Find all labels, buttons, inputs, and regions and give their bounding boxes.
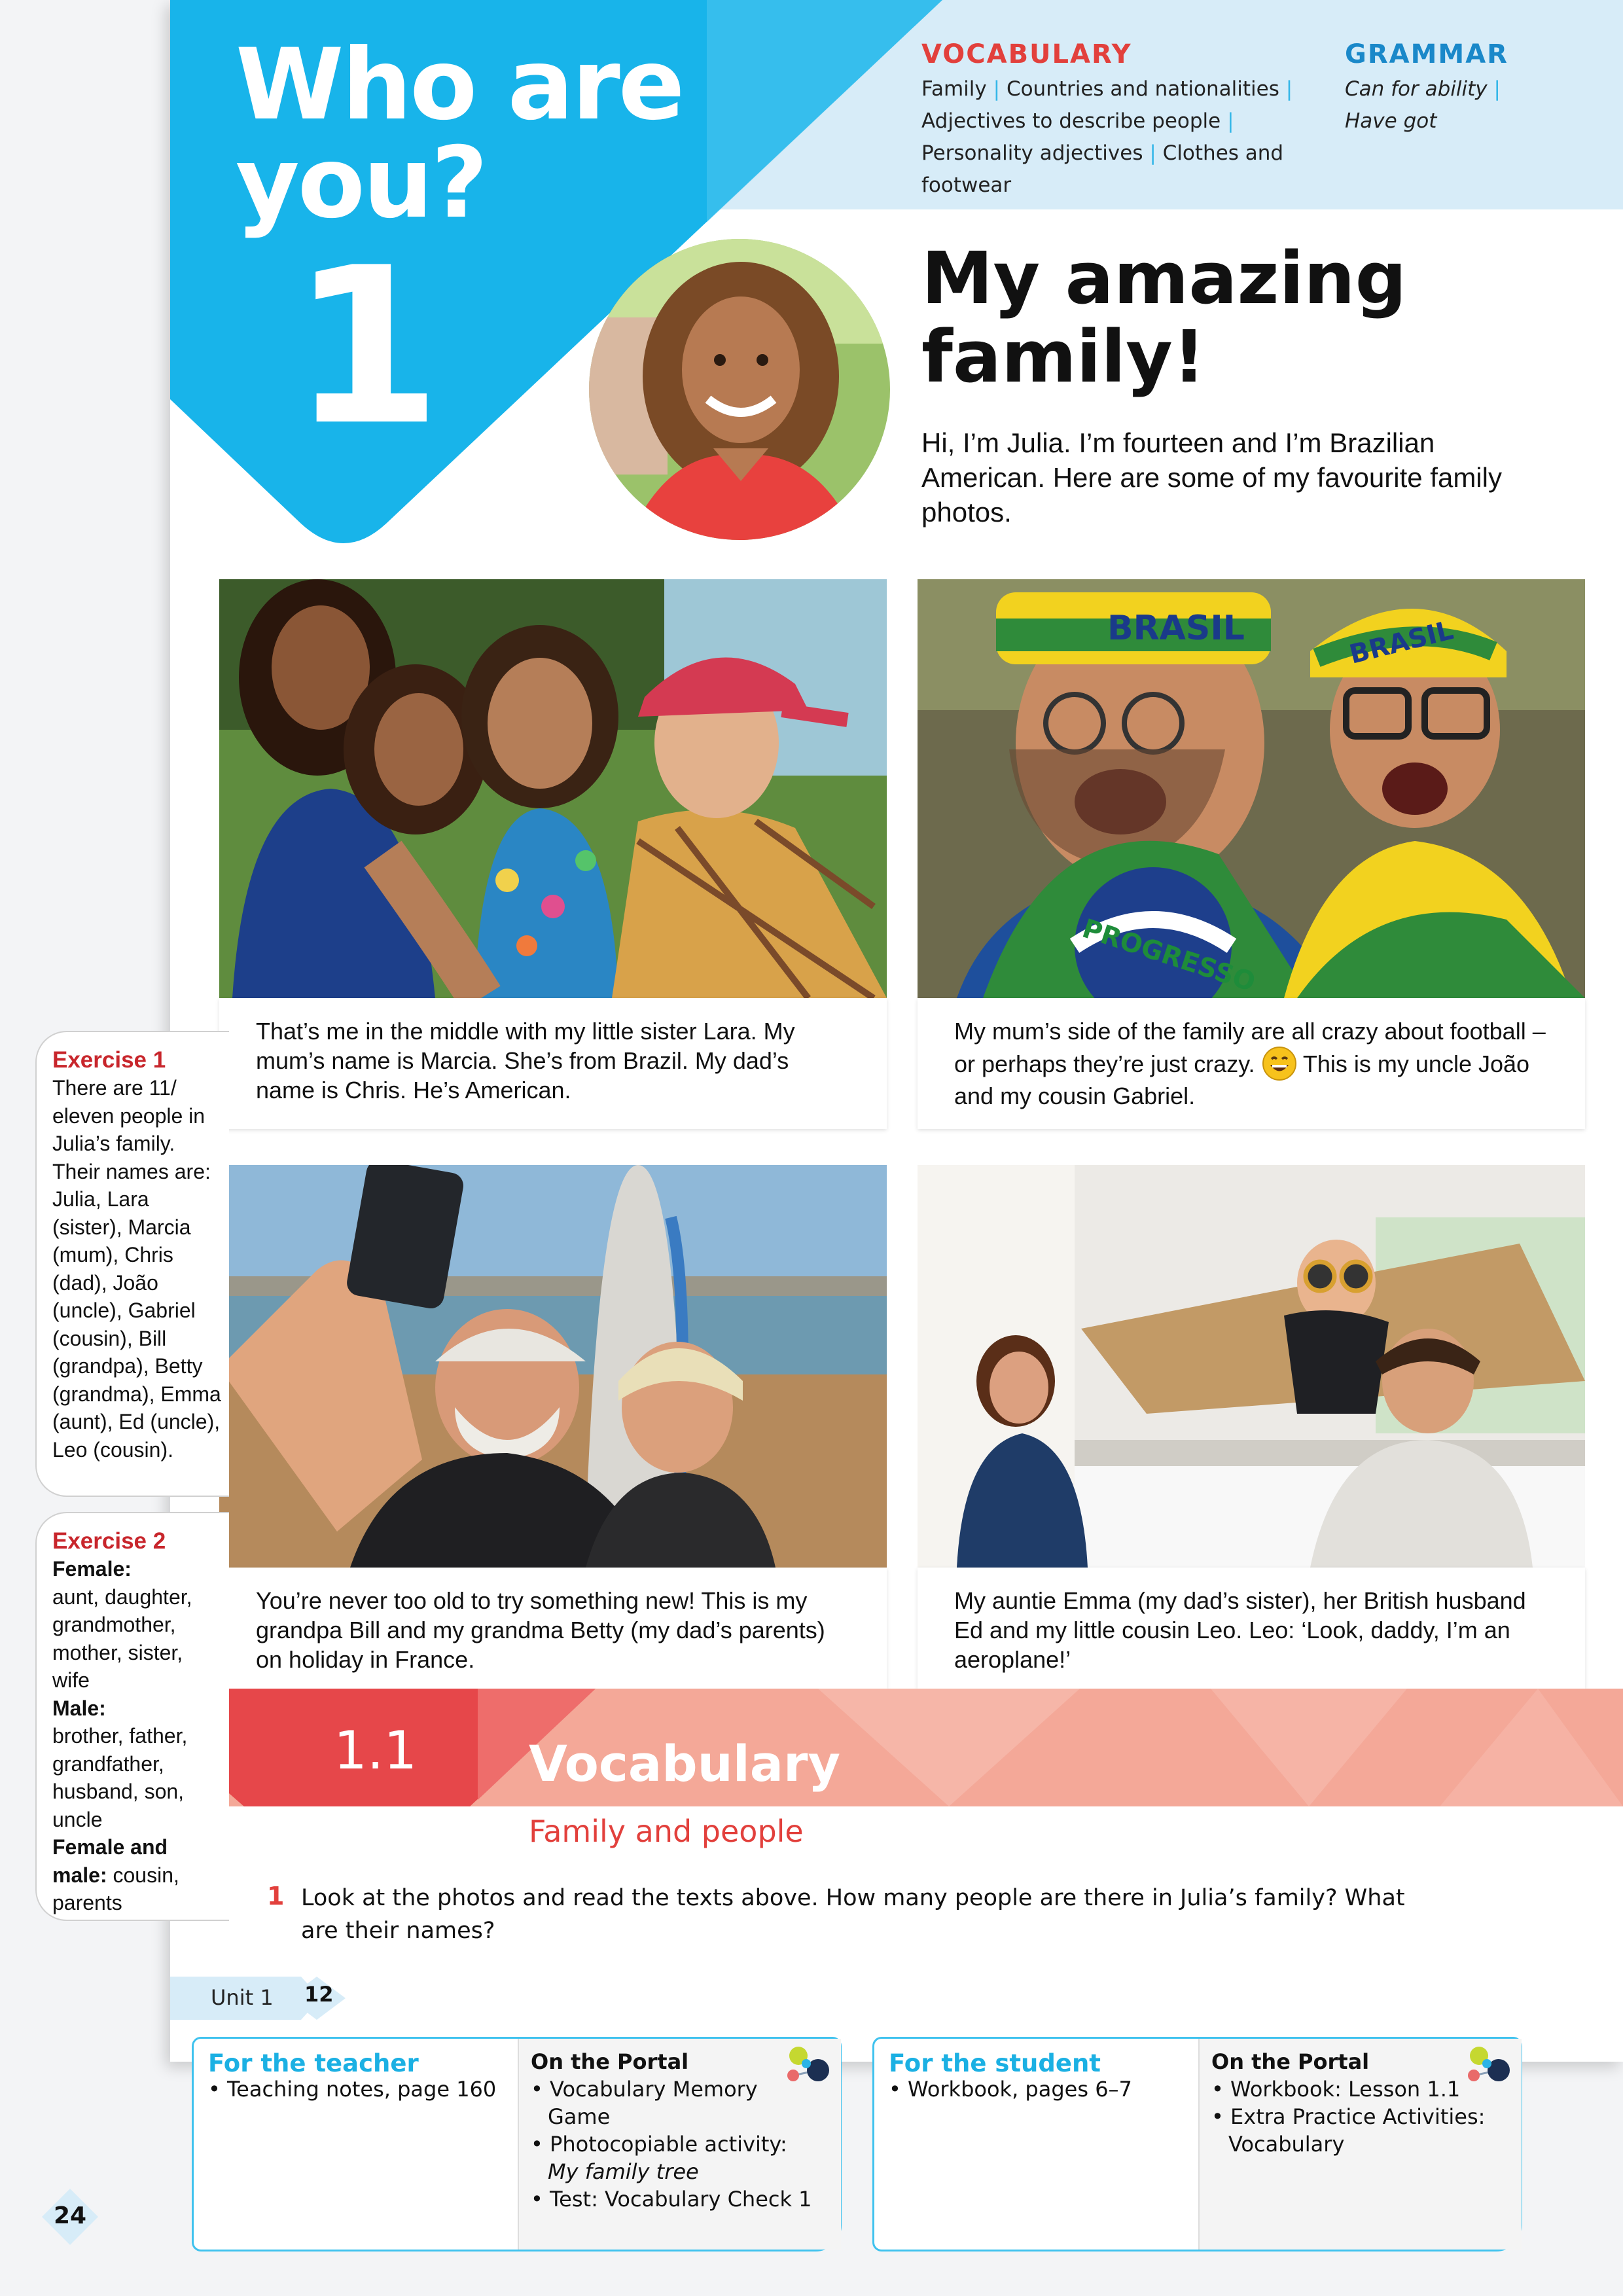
teacher-page-number: 24	[53, 2202, 87, 2229]
football-fans-photo	[918, 579, 1585, 998]
note-text: brother, father, grandfather, husband, son, uncle	[52, 1724, 188, 1831]
vocab-item: Family	[921, 77, 987, 101]
unit-title: Who are you?	[236, 28, 683, 240]
portal-panel	[518, 2039, 841, 2250]
for-the-teacher-box	[192, 2037, 842, 2251]
section-subtitle: Family and people	[529, 1814, 804, 1849]
portal-molecule-icon	[1465, 2044, 1517, 2090]
intro-text: Hi, I’m Julia. I’m fourteen and I’m Brazilian American. Here are some of my favourite family photos.	[921, 427, 1502, 528]
portal-heading: On the Portal	[531, 2049, 689, 2074]
portal-heading: On the Portal	[1211, 2049, 1370, 2074]
headband-text-2: BRASIL	[1346, 615, 1457, 670]
caption-2	[918, 998, 1585, 1129]
vocab-item: Clothes and footwear	[921, 141, 1284, 197]
grammar-list: Can for ability | Have got	[1345, 77, 1501, 133]
vocabulary-list: Family | Countries and nationalities | Adjectives to describe people | Personality adjectives | Clothes and footwear	[921, 77, 1293, 197]
grammar-label: GRAMMAR	[1345, 39, 1508, 69]
vocab-item: Adjectives to describe people	[921, 109, 1221, 133]
exercise-number: 1	[267, 1882, 285, 1910]
lesson-title: My amazing family!	[921, 236, 1407, 399]
box-item: • Workbook, pages 6–7	[889, 2077, 1132, 2102]
caption-1: That’s me in the middle with my little sister Lara. My mum’s name is Marcia. She’s from Brazil. My dad’s name is Chris. He’s American.	[219, 998, 887, 1129]
vocab-item: Countries and nationalities	[1006, 77, 1279, 101]
caption-2-part-2: This is my uncle João and my cousin Gabriel.	[954, 1050, 1530, 1109]
flag-text: PROGRESSO	[1079, 913, 1259, 998]
headband-text-1: BRASIL	[1107, 609, 1245, 648]
vocabulary-label: VOCABULARY	[921, 39, 1132, 69]
note-text: aunt, daughter, grandmother, mother, sister, wife	[52, 1585, 192, 1692]
vocab-item: Personality adjectives	[921, 141, 1143, 165]
caption-2-part-1: My mum’s side of the family are all crazy about football – or perhaps they’re just crazy.	[954, 1018, 1546, 1077]
caption-3: You’re never too old to try something new! This is my grandpa Bill and my grandma Betty (my dad’s parents) on holiday in France.	[219, 1568, 887, 1689]
portal-item: • Test: Vocabulary Check 1	[531, 2187, 812, 2212]
note-label: Female:	[52, 1557, 132, 1581]
portal-item: My family tree	[548, 2159, 699, 2184]
portal-item: • Vocabulary Memory	[531, 2077, 758, 2102]
caption-4: My auntie Emma (my dad’s sister), her British husband Ed and my little cousin Leo. Leo: ‘Look, daddy, I’m an aeroplane!’	[918, 1568, 1585, 1689]
grammar-item: Have got	[1345, 109, 1437, 133]
student-book-page	[170, 0, 1623, 2062]
portal-item: • Photocopiable activity:	[531, 2132, 787, 2157]
portal-molecule-icon	[784, 2044, 836, 2090]
note-text: There are 11/ eleven people in Julia’s family. Their names are: Julia, Lara (sister), Marcia (mum), Chris (dad), João (uncle), Gabriel (cousin), Bill (grandpa), Betty (grandma), Emma (aunt), Ed (uncle), Leo (cousin).	[52, 1076, 221, 1462]
exercise-text: Look at the photos and read the texts above. How many people are there in Julia’s family? What are their names?	[301, 1885, 1405, 1944]
vocabulary-section-band	[229, 1689, 1623, 1806]
portal-item: • Extra Practice Activities:	[1211, 2104, 1486, 2129]
exercise-1-answer-note	[35, 1031, 229, 1497]
note-title: Exercise 1	[52, 1047, 166, 1073]
page-number: 12	[304, 1982, 334, 2007]
note-title: Exercise 2	[52, 1528, 166, 1554]
exercise-2-answer-note	[35, 1512, 229, 1921]
julia-portrait-photo	[589, 239, 890, 540]
smiley-emoji-icon	[1262, 1046, 1297, 1081]
portal-item: Vocabulary	[1228, 2132, 1345, 2157]
section-title: Vocabulary	[529, 1734, 841, 1793]
grandparents-beach-photo	[219, 1165, 887, 1568]
box-heading: For the student	[889, 2049, 1101, 2077]
portal-panel	[1198, 2039, 1522, 2250]
note-label: Female and male:	[52, 1835, 168, 1887]
box-heading: For the teacher	[208, 2049, 419, 2077]
family-selfie-photo	[219, 579, 887, 998]
portal-item: • Workbook: Lesson 1.1	[1211, 2077, 1461, 2102]
box-item: • Teaching notes, page 160	[208, 2077, 497, 2102]
grammar-item: Can for ability	[1345, 77, 1488, 101]
unit-label: Unit 1	[211, 1985, 274, 2010]
note-text: cousin, parents	[52, 1863, 179, 1914]
portal-item: Game	[548, 2104, 611, 2129]
aeroplane-kitchen-photo	[918, 1165, 1585, 1568]
section-number: 1.1	[334, 1720, 418, 1781]
for-the-student-box	[872, 2037, 1522, 2251]
unit-number: 1	[291, 221, 442, 473]
note-label: Male:	[52, 1696, 106, 1720]
